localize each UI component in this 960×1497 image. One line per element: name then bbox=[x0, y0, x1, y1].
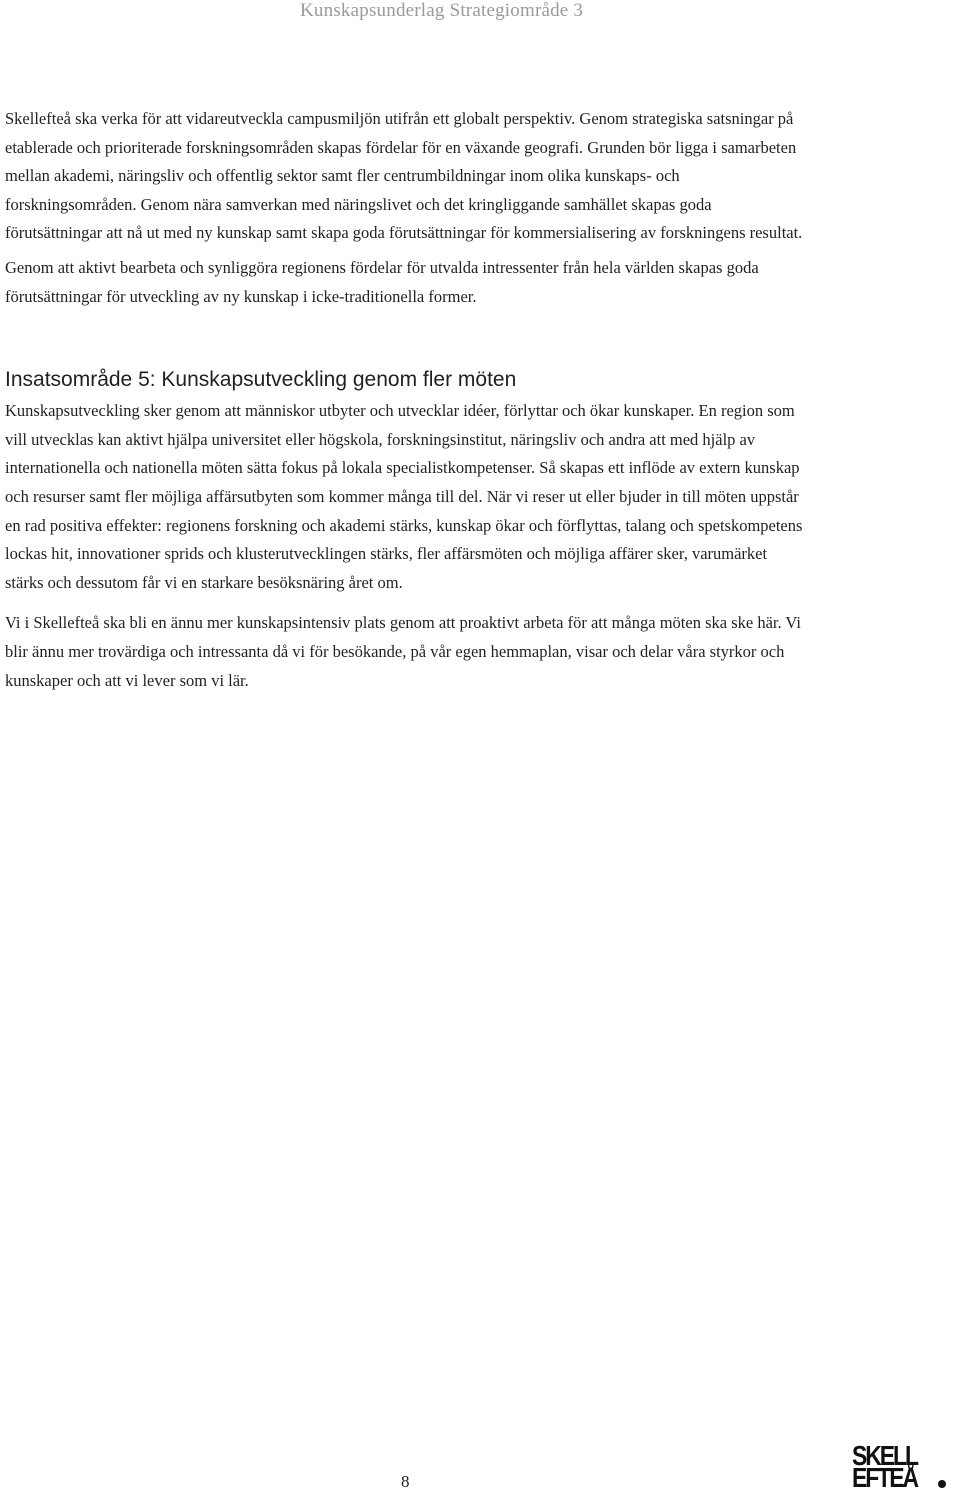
logo-wordmark-line-2: EFTEÅ bbox=[852, 1462, 918, 1493]
logo-wordmark-line-1: SKELL bbox=[852, 1440, 918, 1471]
section-heading: Insatsområde 5: Kunskapsutveckling genom fler möten bbox=[5, 368, 517, 392]
body-paragraph: Skellefteå ska verka för att vidareutveckla campusmiljön utifrån ett globalt perspektiv. Genom strategiska satsningar på etablerade och prioriterade forskningsområden skapas fördelar för en växande geografi. Grunden bör ligga i samarbeten mellan akademi, näringsliv och offentlig sektor samt fler centrumbildningar inom olika kunskaps- och forskningsområden. Genom nära samverkan med näringslivet och det kringliggande samhället skapas goda förutsättningar att nå ut med ny kunskap samt skapa goda förutsättningar för kommersialisering av forskningens resultat. bbox=[5, 109, 803, 243]
body-paragraph: Vi i Skellefteå ska bli en ännu mer kunskapsintensiv plats genom att proaktivt arbeta för att många möten ska ske här. Vi blir ännu mer trovärdiga och intressanta då vi för besökande, på vår egen hemmaplan, visar och delar våra styrkor och kunskaper och att vi lever som vi lär. bbox=[5, 613, 801, 690]
page-number: 8 bbox=[401, 1472, 410, 1491]
running-header: Kunskapsunderlag Strategiområde 3 bbox=[300, 0, 584, 21]
skelleftea-logo bbox=[852, 1440, 960, 1495]
page-content bbox=[5, 105, 805, 695]
body-paragraph: Genom att aktivt bearbeta och synliggöra regionens fördelar för utvalda intressenter från hela världen skapas goda förutsättningar för utveckling av ny kunskap i icke-traditionella former. bbox=[5, 257, 759, 306]
logo-dot-icon bbox=[938, 1480, 946, 1488]
body-paragraph: Kunskapsutveckling sker genom att människor utbyter och utvecklar idéer, förlyttar och ökar kunskaper. En region som vill utvecklas kan aktivt hjälpa universitet eller högskola, forskningsinstitut, näringsliv och andra att med hjälp av internationella och nationella möten sätta fokus på lokala specialistkompetenser. Så skapas ett inflöde av extern kunskap och resurser samt fler möjliga affärsutbyten som kommer många till del. När vi reser ut eller bjuder in till möten uppstår en rad positiva effekter: regionens forskning och akademi stärks, kunskap ökar och förflyttas, talang och spetskompetens lockas hit, innovationer sprids och klusterutvecklingen stärks, fler affärsmöten och möjliga affärer sker, varumärket stärks och dessutom får vi en starkare besöksnäring året om. bbox=[5, 401, 803, 592]
